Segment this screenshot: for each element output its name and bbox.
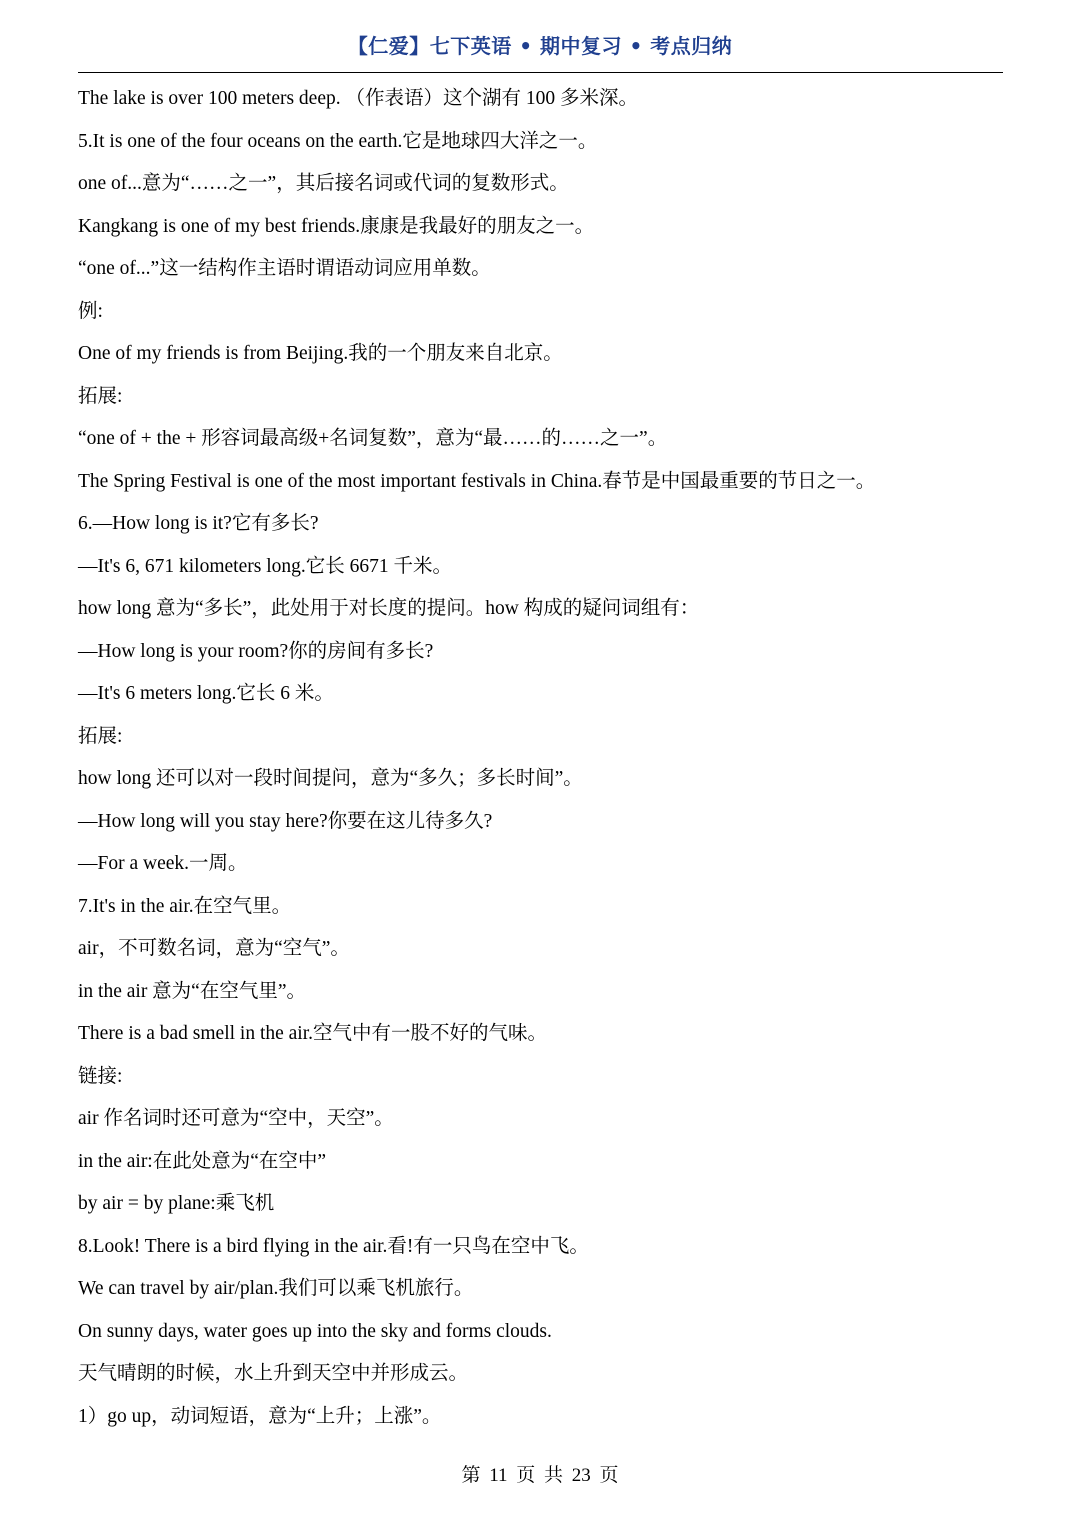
text-line: how long 还可以对一段时间提问，意为“多久；多长时间”。 bbox=[78, 768, 583, 789]
text-line: in the air 意为“在空气里”。 bbox=[78, 980, 306, 1002]
text-line: There is a bad smell in the air.空气中有一股不好的气味。 bbox=[78, 1023, 548, 1044]
text-line: —It's 6, 671 kilometers long.它长 6671 千米。 bbox=[78, 555, 452, 577]
text-line: “one of...”这一结构作主语时谓语动词应用单数。 bbox=[78, 258, 491, 279]
text-line: in the air:在此处意为“在空中” bbox=[78, 1150, 327, 1172]
page-header-title: 【仁爱】七下英语 • 期中复习 • 考点归纳 bbox=[347, 34, 733, 58]
text-line: The Spring Festival is one of the most important festivals in China.春节是中国最重要的节日之一。 bbox=[78, 470, 876, 492]
text-line: Kangkang is one of my best friends.康康是我最好的朋友之一。 bbox=[78, 215, 595, 237]
text-line: —For a week.一周。 bbox=[78, 853, 248, 874]
text-line: air，不可数名词，意为“空气”。 bbox=[78, 938, 350, 959]
page-number: 第 11 页 共 23 页 bbox=[461, 1465, 619, 1486]
text-line: 8.Look! There is a bird flying in the air.看!有一只鸟在空中飞。 bbox=[78, 1235, 589, 1257]
text-line: The lake is over 100 meters deep. （作表语）这个湖有 100 多米深。 bbox=[78, 88, 638, 109]
text-line: 拓展: bbox=[78, 725, 123, 747]
text-line: 1）go up，动词短语，意为“上升；上涨”。 bbox=[78, 1405, 442, 1427]
text-line: “one of + the + 形容词最高级+名词复数”，意为“最……的……之一”。 bbox=[78, 428, 668, 449]
text-line: one of...意为“……之一”，其后接名词或代词的复数形式。 bbox=[78, 173, 569, 194]
text-line: —It's 6 meters long.它长 6 米。 bbox=[78, 683, 334, 704]
text-line: 拓展: bbox=[78, 385, 123, 407]
text-line: We can travel by air/plan.我们可以乘飞机旅行。 bbox=[78, 1278, 474, 1299]
text-line: by air = by plane:乘飞机 bbox=[78, 1193, 275, 1214]
text-line: 链接: bbox=[78, 1065, 123, 1087]
text-line: —How long will you stay here?你要在这儿待多久? bbox=[78, 810, 493, 832]
text-line: air 作名词时还可意为“空中，天空”。 bbox=[78, 1108, 394, 1129]
text-line: —How long is your room?你的房间有多长? bbox=[78, 640, 434, 662]
text-line: 6.—How long is it?它有多长? bbox=[78, 513, 319, 534]
text-line: 例: bbox=[78, 300, 103, 322]
text-line: One of my friends is from Beijing.我的一个朋友来自北京。 bbox=[78, 343, 563, 364]
text-line: 5.It is one of the four oceans on the earth.它是地球四大洋之一。 bbox=[78, 130, 598, 152]
header-divider bbox=[78, 72, 1003, 73]
text-line: 天气晴朗的时候，水上升到天空中并形成云。 bbox=[78, 1363, 469, 1384]
text-line: how long 意为“多长”，此处用于对长度的提问。how 构成的疑问词组有： bbox=[78, 598, 700, 619]
text-line: 7.It's in the air.在空气里。 bbox=[78, 895, 292, 917]
document-body bbox=[78, 82, 1008, 1442]
text-line: On sunny days, water goes up into the sky and forms clouds. bbox=[78, 1320, 552, 1342]
